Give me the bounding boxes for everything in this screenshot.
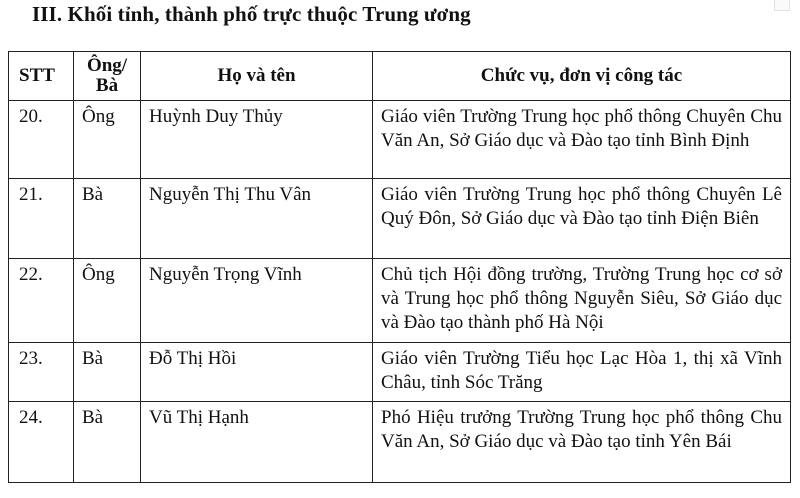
table-header-row — [9, 52, 791, 101]
cell-name: Vũ Thị Hạnh — [141, 402, 373, 483]
header-name: Họ và tên — [141, 52, 373, 101]
cell-position: Giáo viên Trường Trung học phổ thông Chuyên Chu Văn An, Sở Giáo dục và Đào tạo tỉnh Bình Định — [373, 101, 791, 179]
header-gender-line1: Ông/ — [86, 55, 128, 76]
header-gender — [74, 52, 141, 101]
cell-stt: 24. — [9, 402, 74, 483]
cell-position: Phó Hiệu trưởng Trường Trung học phổ thông Chu Văn An, Sở Giáo dục và Đào tạo tỉnh Yên Bái — [373, 402, 791, 483]
cell-name: Huỳnh Duy Thủy — [141, 101, 373, 179]
cell-stt: 22. — [9, 259, 74, 343]
cell-gender: Bà — [74, 179, 141, 259]
table-row — [9, 343, 791, 402]
table-row — [9, 101, 791, 179]
cell-position: Chủ tịch Hội đồng trường, Trường Trung học cơ sở và Trung học phổ thông Nguyễn Siêu, Sở Giáo dục và Đào tạo thành phố Hà Nội — [373, 259, 791, 343]
cell-stt: 20. — [9, 101, 74, 179]
cell-stt: 21. — [9, 179, 74, 259]
awardee-table — [8, 51, 791, 483]
section-heading: III. Khối tỉnh, thành phố trực thuộc Trung ương — [32, 2, 471, 26]
cell-gender: Bà — [74, 402, 141, 483]
header-stt: STT — [9, 52, 74, 101]
header-position: Chức vụ, đơn vị công tác — [373, 52, 791, 101]
cell-name: Đỗ Thị Hồi — [141, 343, 373, 402]
cell-gender: Bà — [74, 343, 141, 402]
table-row — [9, 402, 791, 483]
table-row — [9, 259, 791, 343]
cell-gender: Ông — [74, 101, 141, 179]
cell-stt: 23. — [9, 343, 74, 402]
cell-position: Giáo viên Trường Tiểu học Lạc Hòa 1, thị xã Vĩnh Châu, tỉnh Sóc Trăng — [373, 343, 791, 402]
page-corner-mark — [774, 0, 790, 11]
cell-position: Giáo viên Trường Trung học phổ thông Chuyên Lê Quý Đôn, Sở Giáo dục và Đào tạo tỉnh Điện Biên — [373, 179, 791, 259]
cell-name: Nguyễn Trọng Vĩnh — [141, 259, 373, 343]
table-row — [9, 179, 791, 259]
cell-name: Nguyễn Thị Thu Vân — [141, 179, 373, 259]
cell-gender: Ông — [74, 259, 141, 343]
header-gender-line2: Bà — [95, 75, 119, 96]
